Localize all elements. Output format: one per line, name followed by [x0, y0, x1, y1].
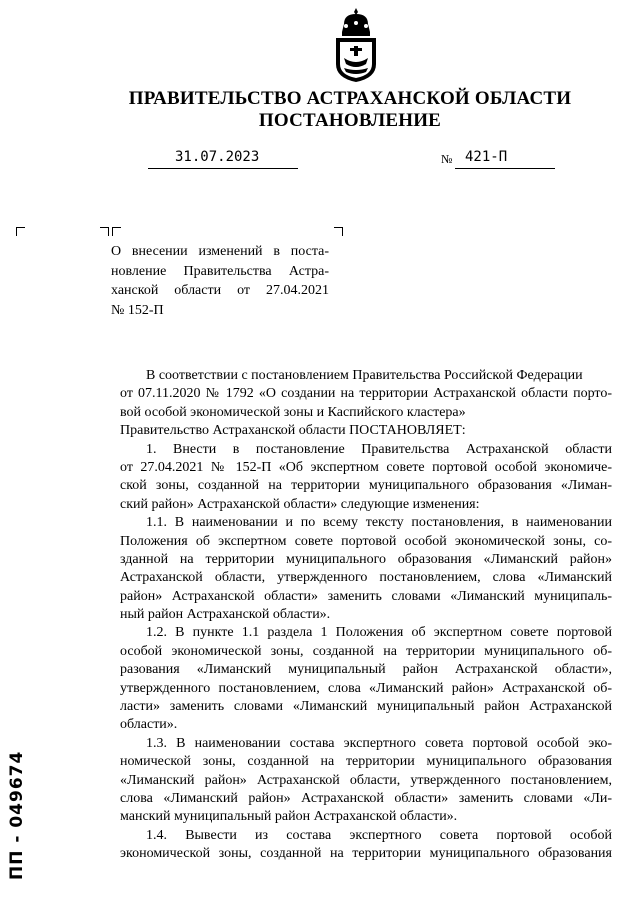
body-line: манский муниципальный район Астраханской области».	[120, 809, 458, 825]
number-underline	[455, 168, 555, 169]
body-line: Правительство Астраханской области ПОСТАНОВЛЯЕТ:	[120, 423, 466, 439]
body-line: Астраханской области, утвержденного постановлением, слова «Лиманский	[120, 570, 612, 586]
body-line: ласти» заменить словами «Лиманский муниципальный район Астраханской	[120, 699, 612, 715]
subject-line: № 152-П	[111, 302, 164, 318]
document-body	[120, 367, 612, 864]
body-line: ный район Астраханской области».	[120, 607, 331, 623]
body-line: Положения об экспертном совете портовой особой экономической зоны, со-	[120, 533, 612, 549]
body-line: номической зоны, созданной на территории муниципального образования	[120, 754, 612, 770]
body-line: ский район» Астраханской области» следующие изменения:	[120, 496, 480, 512]
body-line: области».	[120, 717, 178, 733]
body-line: зданной на территории муниципального образования «Лиманский район»	[120, 551, 612, 567]
corner-mark	[112, 227, 121, 236]
document-subject	[111, 242, 329, 320]
corner-mark	[16, 227, 25, 236]
body-line: 1.2. В пункте 1.1 раздела 1 Положения об экспертном совете портовой	[146, 625, 612, 641]
coat-of-arms-emblem	[330, 6, 382, 84]
document-date: 31.07.2023	[175, 149, 260, 165]
body-line: утвержденного постановлением, слова «Лиманский район» Астраханской об-	[120, 680, 612, 696]
body-line: вой особой экономической зоны и Каспийского кластера»	[120, 404, 466, 420]
body-line: «Лиманский район» Астраханской области, утвержденного постановлением,	[120, 772, 612, 788]
body-line: В соответствии с постановлением Правительства Российской Федерации	[146, 368, 583, 383]
document-number: 421-П	[465, 149, 508, 165]
subject-line: новление Правительства Астра-	[111, 263, 329, 279]
body-line: от 27.04.2021 № 152-П «Об экспертном совете портовой особой экономиче-	[120, 459, 612, 475]
body-line: 1.3. В наименовании состава экспертного совета портовой особой эко-	[146, 735, 612, 751]
body-line: 1. Внести в постановление Правительства Астраханской области	[146, 441, 612, 457]
subject-line: ханской области от 27.04.2021	[111, 283, 329, 299]
body-line: особой экономической зоны, созданной на территории муниципального об-	[120, 643, 612, 659]
body-line: от 07.11.2020 № 1792 «О создании на территории Астраханской области порто-	[120, 386, 612, 402]
document-type: ПОСТАНОВЛЕНИЕ	[258, 110, 442, 131]
body-line: 1.4. Вывести из состава экспертного совета портовой особой	[146, 827, 612, 843]
date-underline	[148, 168, 298, 169]
number-sign: №	[441, 152, 453, 166]
subject-line: О внесении изменений в поста-	[111, 244, 329, 259]
corner-mark	[100, 227, 109, 236]
body-line: слова «Лиманский район» Астраханской области» заменить словами «Ли-	[120, 790, 612, 806]
body-line: 1.1. В наименовании и по всему тексту постановления, в наименовании	[146, 515, 612, 531]
organization-name: ПРАВИТЕЛЬСТВО АСТРАХАНСКОЙ ОБЛАСТИ	[128, 88, 572, 109]
body-line: экономической зоны, созданной на территории муниципального образования	[120, 846, 612, 862]
body-line: ской зоны, созданной на территории муниципального образования «Лиман-	[120, 478, 612, 494]
body-line: район» Астраханской области» заменить словами «Лиманский муниципаль-	[120, 588, 612, 604]
serial-number-stamp: ПП - 049674	[7, 750, 27, 880]
body-line: разования «Лиманский муниципальный район Астраханской области»,	[120, 662, 612, 678]
corner-mark	[334, 227, 343, 236]
